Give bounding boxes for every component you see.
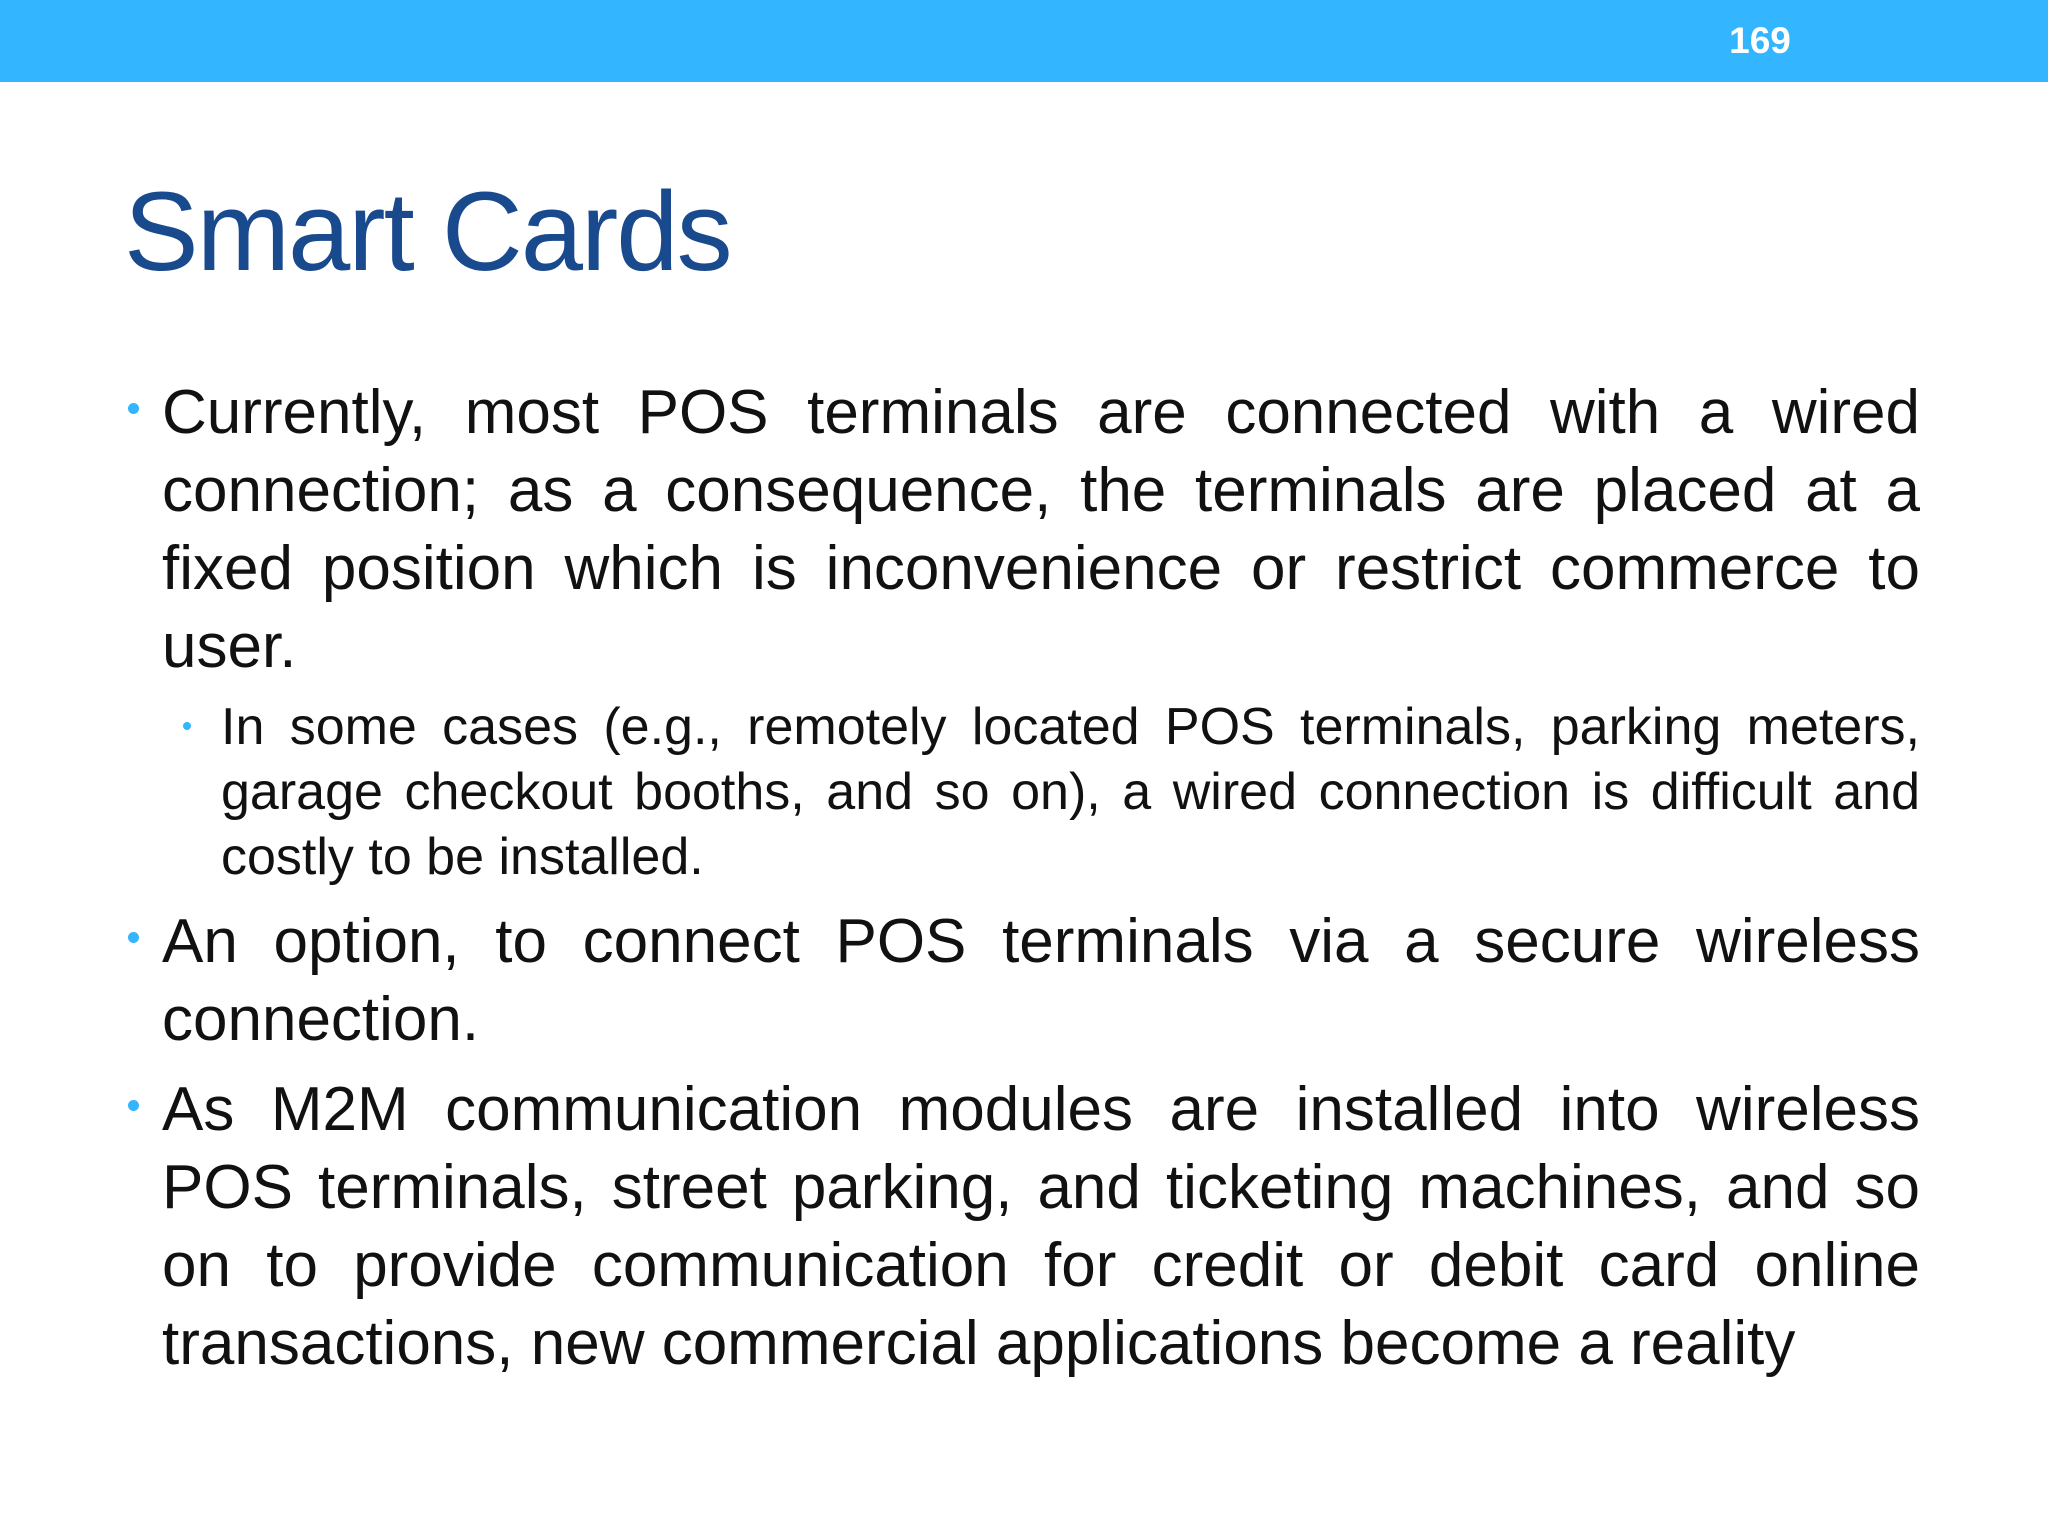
slide-number: 169 <box>1729 20 1791 61</box>
bullet-item <box>162 903 1920 1059</box>
bullet-text: As M2M communication modules are installed into wireless POS terminals, street parking, and ticketing machines, and so on to provide communication for credit or debit card online transactions, new commercial applications become a reality <box>162 1075 1920 1378</box>
bullet-text: Currently, most POS terminals are connected with a wired connection; as a consequence, the terminals are placed at a fixed position which is inconvenience or restrict commerce to user. <box>162 378 1920 681</box>
sub-bullet-item <box>221 695 1920 890</box>
sub-bullet-marker <box>183 722 191 730</box>
sub-bullet-text: In some cases (e.g., remotely located POS terminals, parking meters, garage checkout booths, and so on), a wired connection is difficult and costly to be installed. <box>221 698 1920 886</box>
bullet-item <box>162 374 1920 686</box>
bullet-marker <box>128 1100 139 1111</box>
bullet-marker <box>128 403 139 414</box>
bullet-marker <box>128 932 139 943</box>
bullet-item <box>162 1071 1920 1383</box>
bullet-text: An option, to connect POS terminals via a secure wireless connection. <box>162 907 1920 1054</box>
slide-title: Smart Cards <box>124 169 731 294</box>
